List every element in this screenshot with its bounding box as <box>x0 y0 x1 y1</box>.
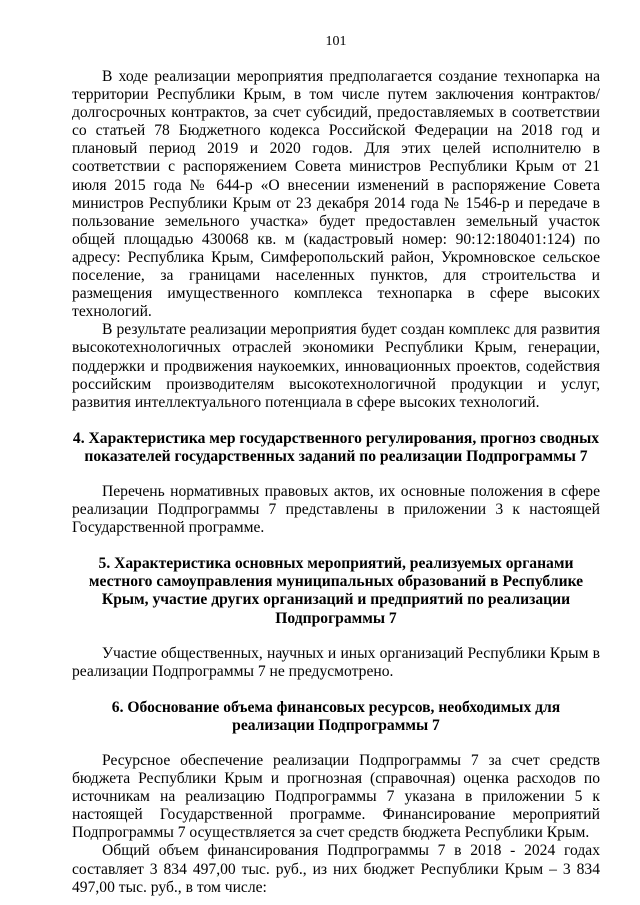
paragraph-technopark-result: В результате реализации мероприятия будет создан комплекс для развития высокотехнологичных отраслей экономики Республики Крым, генерации, поддержки и продвижения наукоемких, инновационных проектов, содействия российским производителям высокотехнологичной продукции и услуг, развития интеллектуального потенциала в сфере высоких технологий. <box>72 321 600 411</box>
page-number: 101 <box>325 34 347 49</box>
section-heading-4: 4. Характеристика мер государственного регулирования, прогноз сводных показателей государственных заданий по реализации Подпрограммы 7 <box>72 429 600 465</box>
paragraph-technopark-creation: В ходе реализации мероприятия предполагается создание технопарка на территории Республики Крым, в том числе путем заключения контрактов/долгосрочных контрактов, за счет субсидий, предоставляемых в соответствии со статьей 78 Бюджетного кодекса Российской Федерации на 2018 год и плановый период 2019 и 2020 годов. Для этих целей исполнителю в соответствии с распоряжением Совета министров Республики Крым от 21 июля 2015 года № 644-р «О внесении изменений в распоряжение Совета министров Республики Крым от 23 декабря 2014 года № 1546-р и передаче в пользование земельного участка» будет предоставлен земельный участок общей площадью 430068 кв. м (кадастровый номер: 90:12:180401:124) по адресу: Республика Крым, Симферопольский район, Укромновское сельское поселение, за границами населенных пунктов, для строительства и размещения имущественного комплекса технопарка в сфере высоких технологий. <box>72 68 600 321</box>
section-heading-5: 5. Характеристика основных мероприятий, реализуемых органами местного самоуправления муниципальных образований в Республике Крым, участие других организаций и предприятий по реализации Подпрограммы 7 <box>88 555 584 627</box>
paragraph-legal-acts: Перечень нормативных правовых актов, их основные положения в сфере реализации Подпрограммы 7 представлены в приложении 3 к настоящей Государственной программе. <box>72 482 600 537</box>
paragraph-resource-provision: Ресурсное обеспечение реализации Подпрограммы 7 за счет средств бюджета Республики Крым и прогнозная (справочная) оценка расходов по источникам на реализацию Подпрограммы 7 указана в приложении 5 к настоящей Государственной программе. Финансирование мероприятий Подпрограммы 7 осуществляется за счет средств бюджета Республики Крым. <box>72 752 600 842</box>
document-page <box>72 34 600 897</box>
paragraph-total-financing: Общий объем финансирования Подпрограммы 7 в 2018 - 2024 годах составляет 3 834 497,00 тыс. руб., из них бюджет Республики Крым – 3 834 497,00 тыс. руб., в том числе: <box>72 842 600 896</box>
section-heading-6: 6. Обоснование объема финансовых ресурсов, необходимых для реализации Подпрограммы 7 <box>111 698 561 734</box>
paragraph-participation: Участие общественных, научных и иных организаций Республики Крым в реализации Подпрограммы 7 не предусмотрено. <box>72 644 600 680</box>
